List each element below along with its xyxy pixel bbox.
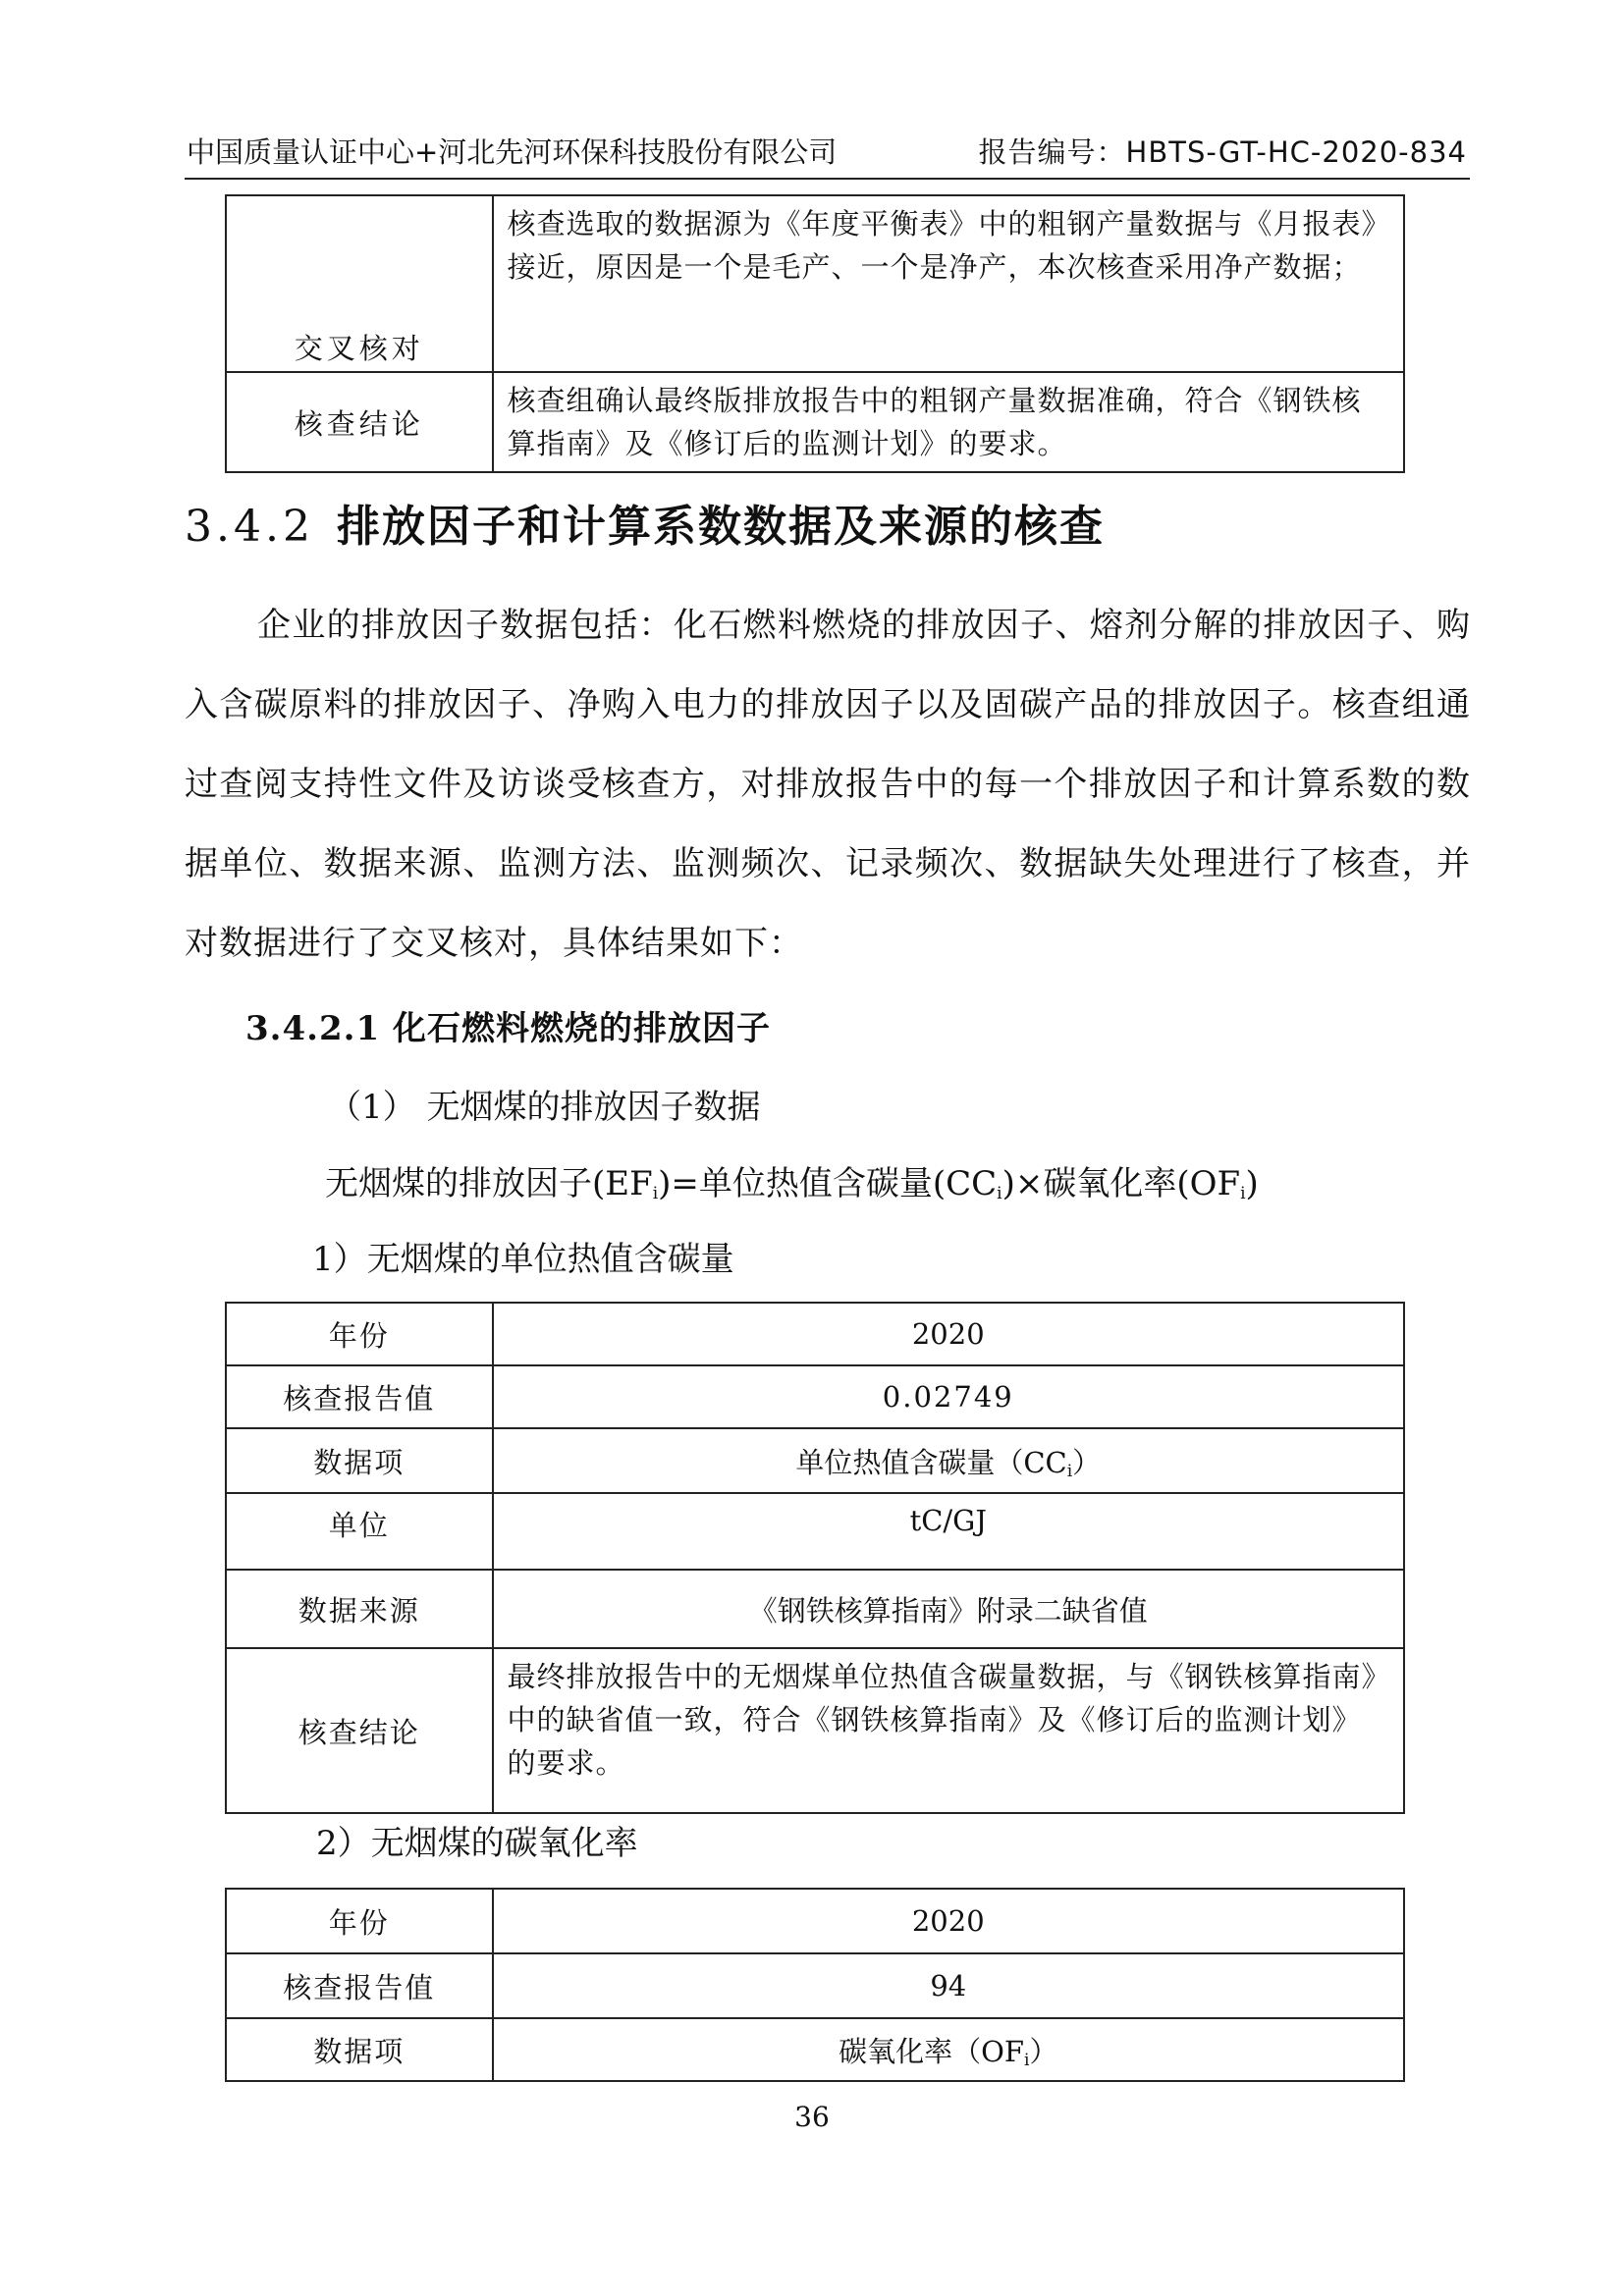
reported-value: 0.02749	[493, 1365, 1404, 1428]
cross-check-table	[225, 194, 1405, 473]
subsection-heading	[245, 1001, 771, 1049]
table-row	[226, 1889, 1404, 1953]
cross-check-text: 核查选取的数据源为《年度平衡表》中的粗钢产量数据与《月报表》接近，原因是一个是毛产、一个是净产，本次核查采用净产数据；	[493, 195, 1404, 372]
formula-part: )×碳氧化率(OF	[1001, 1164, 1241, 1203]
unit-label: 单位	[226, 1493, 493, 1570]
body-paragraph: 企业的排放因子数据包括：化石燃料燃烧的排放因子、熔剂分解的排放因子、购入含碳原料的排放因子、净购入电力的排放因子以及固碳产品的排放因子。核查组通过查阅支持性文件及访谈受核查方，对排放报告中的每一个排放因子和计算系数的数据单位、数据来源、监测方法、监测频次、记录频次、数据缺失处理进行了核查，并对数据进行了交叉核对，具体结果如下：	[185, 606, 1471, 963]
data-item-subscript: i	[1024, 2050, 1030, 2070]
section-title: 排放因子和计算系数数据及来源的核查	[337, 502, 1105, 552]
formula-subscript: i	[1240, 1184, 1246, 1203]
conclusion-label: 核查结论	[226, 1648, 493, 1813]
conclusion-text: 核查组确认最终版排放报告中的粗钢产量数据准确，符合《钢铁核算指南》及《修订后的监测计划》的要求。	[493, 372, 1404, 472]
cross-check-label: 交叉核对	[226, 195, 493, 372]
formula-subscript: i	[652, 1184, 659, 1203]
table-row	[226, 1365, 1404, 1428]
formula-part: )	[1245, 1164, 1259, 1203]
table-row	[226, 1648, 1404, 1813]
subsection-title: 化石燃料燃烧的排放因子	[392, 1009, 771, 1048]
data-item-end: ）	[1072, 1445, 1102, 1479]
year-value: 2020	[493, 1303, 1404, 1365]
table-row	[226, 1428, 1404, 1493]
data-item-label: 数据项	[226, 2018, 493, 2081]
data-item-text: 单位热值含碳量（CC	[795, 1445, 1067, 1479]
reported-label: 核查报告值	[226, 1365, 493, 1428]
data-item-end: ）	[1029, 2034, 1058, 2068]
formula-part: )=单位热值含碳量(CC	[658, 1164, 998, 1203]
subsection-number: 3.4.2.1	[245, 1009, 381, 1048]
table-row	[226, 1953, 1404, 2018]
table-row	[226, 1303, 1404, 1365]
emission-factor-formula	[325, 1156, 1259, 1204]
data-item-value	[493, 1428, 1404, 1493]
item-heading-1-1: 1）无烟煤的单位热值含碳量	[312, 1240, 734, 1279]
data-item-value	[493, 2018, 1404, 2081]
year-label: 年份	[226, 1889, 493, 1953]
reported-label: 核查报告值	[226, 1953, 493, 2018]
header-divider	[185, 178, 1470, 180]
item-heading-1-2: 2）无烟煤的碳氧化率	[316, 1824, 638, 1863]
data-item-label: 数据项	[226, 1428, 493, 1493]
item-heading-1: （1） 无烟煤的排放因子数据	[328, 1088, 761, 1127]
source-label: 数据来源	[226, 1570, 493, 1648]
oxidation-rate-table	[225, 1888, 1405, 2082]
conclusion-value: 最终排放报告中的无烟煤单位热值含碳量数据，与《钢铁核算指南》中的缺省值一致，符合《钢铁核算指南》及《修订后的监测计划》的要求。	[493, 1648, 1404, 1813]
table-row	[226, 195, 1404, 372]
data-item-text: 碳氧化率（OF	[839, 2034, 1024, 2068]
header-left-text: 中国质量认证中心+河北先河环保科技股份有限公司	[187, 135, 838, 169]
report-number: 报告编号：HBTS-GT-HC-2020-834	[978, 135, 1467, 169]
source-value: 《钢铁核算指南》附录二缺省值	[493, 1570, 1404, 1648]
table-row	[226, 1570, 1404, 1648]
conclusion-label: 核查结论	[226, 372, 493, 472]
section-number: 3.4.2	[185, 502, 314, 552]
year-value: 2020	[493, 1889, 1404, 1953]
unit-value: tC/GJ	[493, 1493, 1404, 1570]
table-row	[226, 372, 1404, 472]
section-heading	[185, 491, 1105, 554]
formula-subscript: i	[997, 1184, 1002, 1203]
carbon-content-table	[225, 1302, 1405, 1814]
page-number: 36	[794, 2101, 830, 2133]
data-item-subscript: i	[1066, 1461, 1073, 1481]
year-label: 年份	[226, 1303, 493, 1365]
table-row	[226, 2018, 1404, 2081]
formula-part: 无烟煤的排放因子(EF	[325, 1164, 653, 1203]
table-row	[226, 1493, 1404, 1570]
reported-value: 94	[493, 1953, 1404, 2018]
